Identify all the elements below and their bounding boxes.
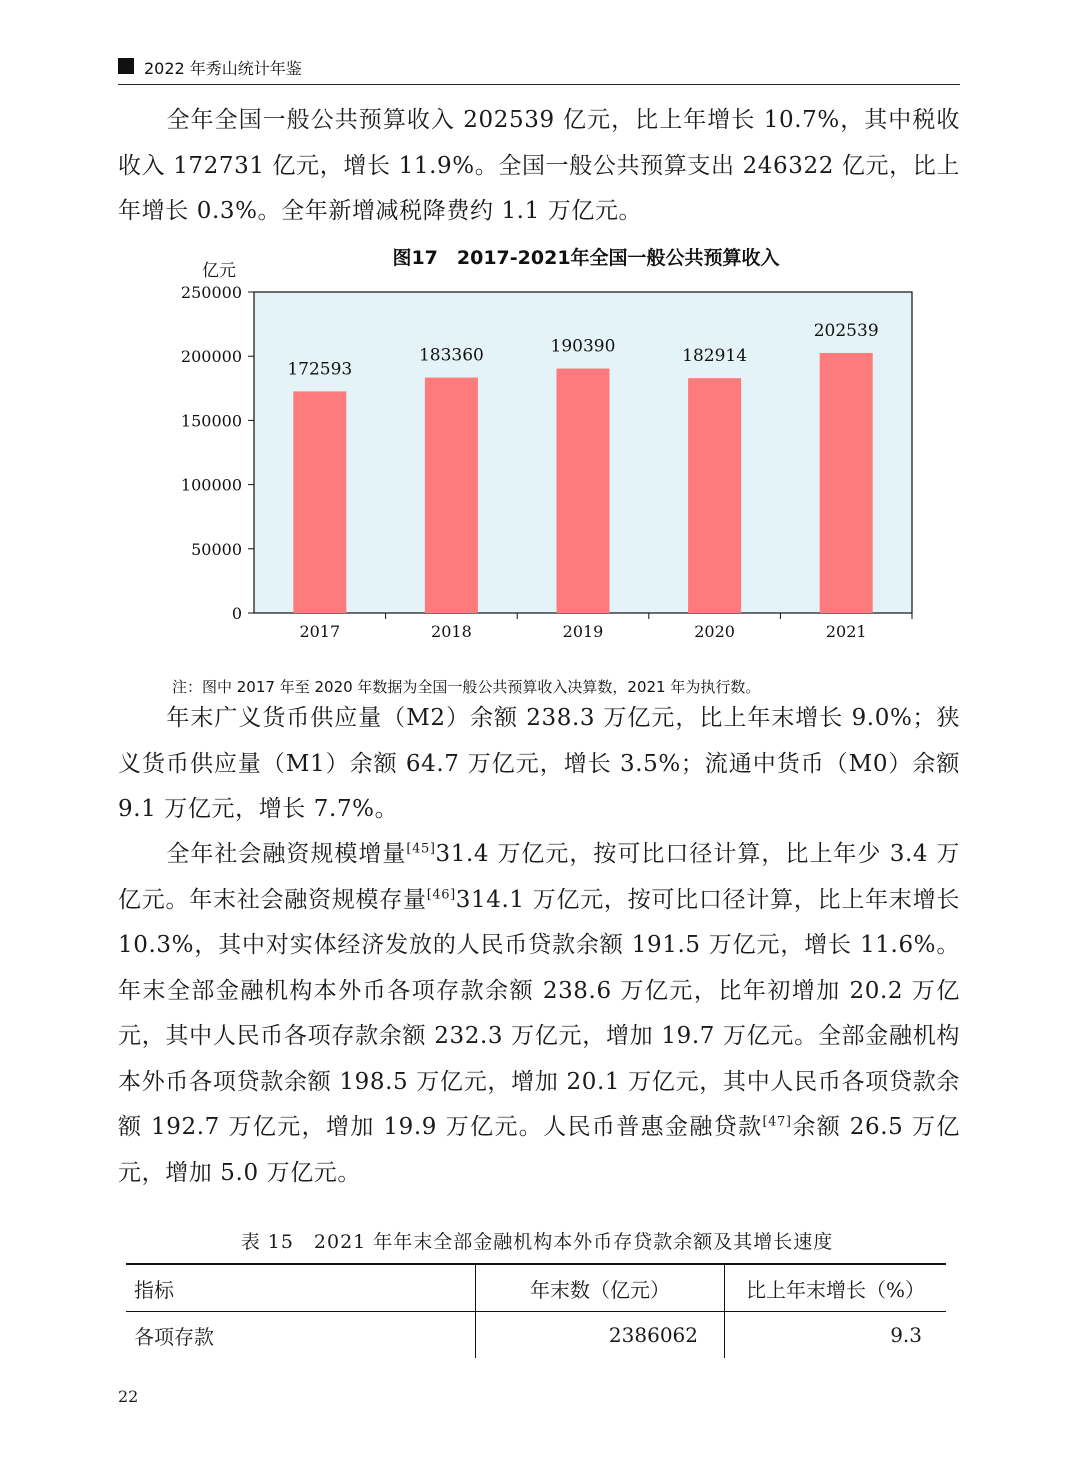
data-label-2020: 182914: [682, 346, 748, 367]
x-tick-label-2021: 2021: [825, 622, 867, 641]
bar-2021: [820, 353, 873, 613]
paragraph-money-supply: [118, 696, 960, 833]
bar-2019: [557, 369, 610, 613]
bar-2018: [425, 378, 478, 613]
budget-revenue-chart: [170, 240, 930, 660]
table-cell-growth: 9.3: [725, 1312, 947, 1359]
deposit-loan-table: [126, 1263, 946, 1358]
table-caption: 表 15 2021 年年末全部金融机构本外币存贷款余额及其增长速度: [240, 1231, 834, 1253]
data-label-2021: 202539: [813, 320, 879, 341]
chart-note: 注：图中 2017 年至 2020 年数据为全国一般公共预算收入决算数，2021 年为执行数。: [172, 678, 761, 696]
y-axis-label: 亿元: [202, 261, 236, 281]
table-header-row: [126, 1264, 946, 1312]
data-label-2018: 183360: [418, 345, 484, 366]
table-header-indicator: 指标: [134, 1277, 174, 1302]
table-header-year-end: 年末数（亿元）: [476, 1264, 725, 1312]
data-label-2017: 172593: [287, 359, 353, 380]
y-tick-label: 0: [231, 604, 242, 623]
table-cell-year-end: 2386062: [476, 1312, 725, 1359]
data-label-2019: 190390: [550, 336, 616, 357]
y-tick-label: 50000: [191, 539, 242, 559]
header-square-icon: [118, 58, 134, 74]
x-tick-label-2020: 2020: [694, 622, 735, 641]
footnote-ref-46[interactable]: [46]: [426, 886, 456, 902]
paragraph-financing-text-b: 31.4 万亿元，按可比口径计算，比上年少 3.4 万亿元。年末社会融资规模存量: [118, 841, 961, 913]
y-tick-label: 100000: [180, 475, 242, 495]
running-header: [118, 56, 960, 85]
table-row: [126, 1312, 946, 1359]
x-tick-label-2019: 2019: [562, 622, 604, 641]
x-tick-label-2018: 2018: [431, 622, 472, 641]
y-tick-label: 200000: [180, 347, 242, 367]
paragraph-budget: [118, 98, 960, 235]
page-number: 22: [118, 1387, 139, 1406]
table-cell-indicator: 各项存款: [134, 1324, 214, 1349]
header-title: 2022 年秀山统计年鉴: [144, 59, 302, 78]
bar-2017: [293, 391, 346, 613]
paragraph-financing-text-a: 全年社会融资规模增量: [166, 841, 407, 867]
footnote-ref-47[interactable]: [47]: [762, 1114, 792, 1130]
y-tick-label: 250000: [180, 283, 242, 302]
x-tick-label-2017: 2017: [299, 622, 341, 641]
chart-title: 图17 2017-2021年全国一般公共预算收入: [392, 247, 780, 269]
y-tick-label: 150000: [180, 411, 242, 431]
footnote-ref-45[interactable]: [45]: [406, 841, 436, 857]
paragraph-money-supply-text: 年末广义货币供应量（M2）余额 238.3 万亿元，比上年末增长 9.0%；狭义货币供应量（M1）余额 64.7 万亿元，增长 3.5%；流通中货币（M0）余额 9.1 万亿元，增长 7.7%。: [118, 705, 960, 822]
chart-svg: [170, 240, 930, 660]
bar-2020: [688, 378, 741, 613]
table-header-growth: 比上年末增长（%）: [725, 1264, 947, 1312]
paragraph-budget-text: 全年全国一般公共预算收入 202539 亿元，比上年增长 10.7%，其中税收收入 172731 亿元，增长 11.9%。全国一般公共预算支出 246322 亿元，比上年增长 0.3%。全年新增减税降费约 1.1 万亿元。: [118, 107, 960, 224]
paragraph-financing-text-c: 314.1 万亿元，按可比口径计算，比上年末增长 10.3%，其中对实体经济发放的人民币贷款余额 191.5 万亿元，增长 11.6%。年末全部金融机构本外币各项存款余额 238.6 万亿元，比年初增加 20.2 万亿元，其中人民币各项存款余额 232.3 万亿元，增加 19.7 万亿元。全部金融机构本外币各项贷款余额 198.5 万亿元，增加 20.1 万亿元，其中人民币各项贷款余额 192.7 万亿元，增加 19.9 万亿元。人民币普惠金融贷款: [118, 886, 960, 1140]
paragraph-financing-text-d: 余额 26.5 万亿元，增加 5.0 万亿元。: [118, 1114, 960, 1186]
paragraph-financing: [118, 832, 960, 1196]
